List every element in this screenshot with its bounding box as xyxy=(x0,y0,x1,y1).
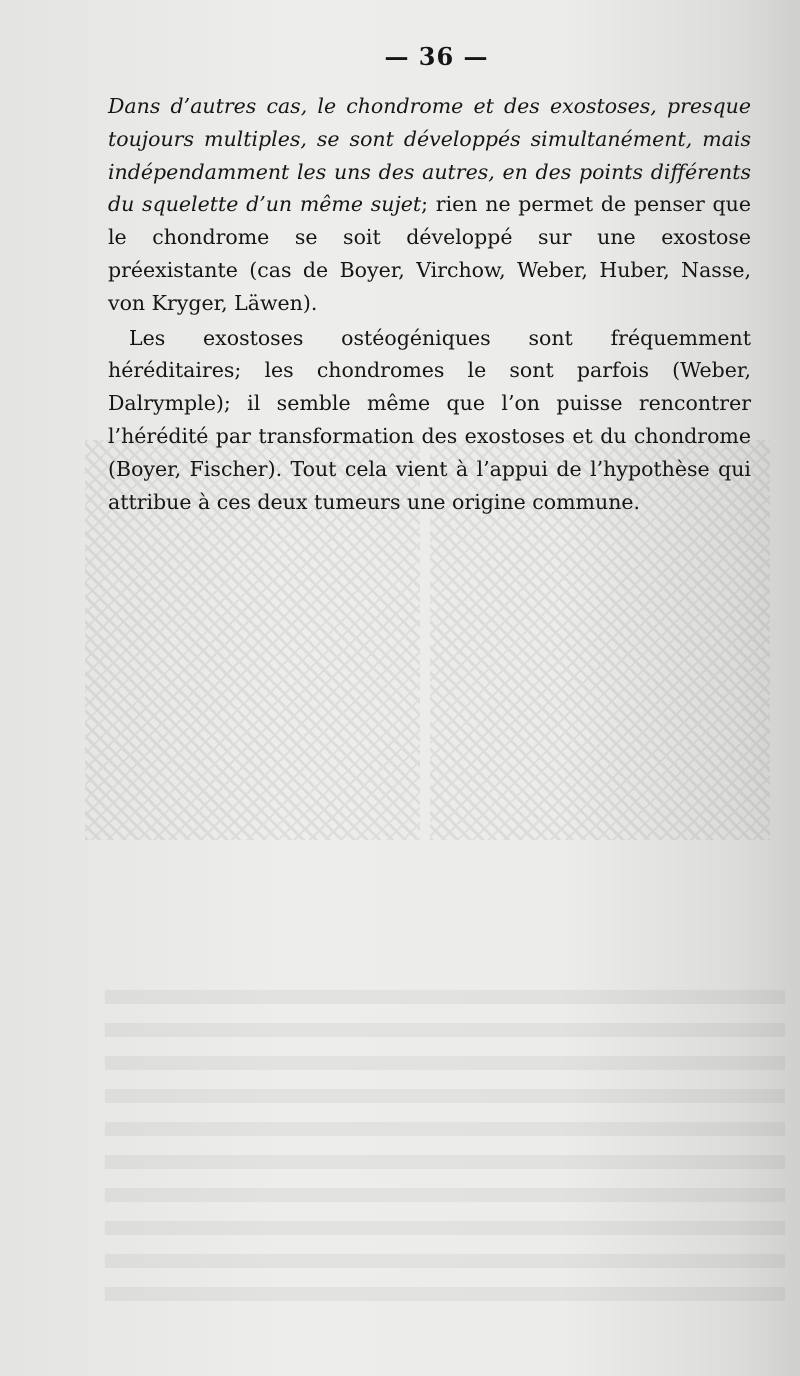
paragraph-1-italic: Dans d’autres cas, le chondrome et des exostoses, presque toujours multiples, se sont développés simultanément, mais indépendamment les uns des autres, en des points différents du squelette d’un même sujet xyxy=(108,94,751,217)
bleed-through-text xyxy=(105,990,785,1310)
page-number: — 36 — xyxy=(384,42,489,71)
paragraph-1 xyxy=(108,90,751,320)
paragraph-1-roman: ; rien ne permet de penser que le chondrome se soit développé sur une exostose préexistante (cas de Boyer, Virchow, Weber, Huber, Nasse, von Kryger, Läwen). xyxy=(108,192,751,315)
body-text xyxy=(108,90,751,520)
paragraph-2: Les exostoses ostéogéniques sont fréquemment héréditaires; les chondromes le sont parfois (Weber, Dalrymple); il semble même que l’on puisse rencontrer l’hérédité par transformation des exostoses et du chondrome (Boyer, Fischer). Tout cela vient à l’appui de l’hypothèse qui attribue à ces deux tumeurs une origine commune. xyxy=(108,325,751,514)
